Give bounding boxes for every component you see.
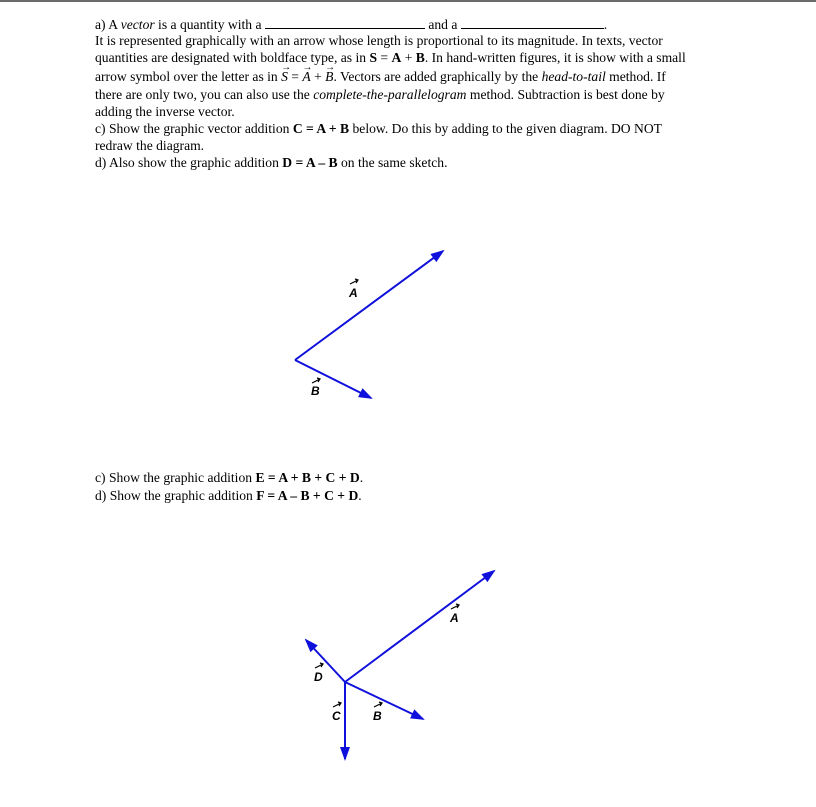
label-D2-text: D (314, 670, 323, 684)
bold-A: A (391, 50, 402, 65)
label-D2-arrow-icon (315, 663, 323, 668)
vec-A: → A (302, 68, 310, 85)
line4-pre: arrow symbol over the letter as in (95, 69, 282, 84)
text-a-prefix: a) A (95, 17, 121, 32)
line4-plus: + (310, 69, 326, 84)
line3-plus: + (401, 50, 416, 65)
c1-pre: c) Show the graphic vector addition (95, 121, 293, 136)
label-B-text: B (311, 384, 320, 398)
line4-eq: = (287, 69, 303, 84)
d1-post: on the same sketch. (337, 155, 448, 170)
text-head-to-tail: head-to-tail (541, 69, 606, 84)
question-text-line-2: It is represented graphically with an arrow whose length is proportional to its magnitude. In texts, vector (95, 33, 663, 48)
text-vector-italic: vector (120, 17, 155, 32)
text-parallelogram: complete-the-parallelogram (313, 87, 467, 102)
line3-post: . In hand-written figures, it is show with a small (424, 50, 686, 65)
label-B2-text: B (373, 709, 382, 723)
line4-mid: . Vectors are added graphically by the (333, 69, 542, 84)
d3-expression: F = A – B + C + D (256, 488, 359, 503)
label-A-text: A (349, 286, 358, 300)
label-B2-arrow-icon (374, 702, 382, 707)
line3-eq: = (377, 50, 392, 65)
c3-expression: E = A + B + C + D (255, 470, 360, 485)
question-text-line-6: adding the inverse vector. (95, 104, 235, 119)
label-A2-text: A (450, 611, 459, 625)
d3-pre: d) Show the graphic addition (95, 488, 257, 503)
text-period: . (603, 17, 608, 32)
d1-pre: d) Also show the graphic addition (95, 155, 283, 170)
label-B-diagram2 (373, 702, 382, 723)
label-D-diagram2 (314, 663, 323, 684)
line4-post: method. If (605, 69, 666, 84)
vec-B: → B (325, 68, 333, 85)
c1-expression: C = A + B (292, 121, 350, 136)
d3-post: . (358, 488, 362, 503)
label-C2-arrow-icon (333, 702, 341, 707)
vec-S: → S (281, 68, 288, 85)
vector-A2-arrow (345, 571, 494, 682)
label-A2-arrow-icon (451, 604, 459, 609)
line3-pre: quantities are designated with boldface type, as in (95, 50, 370, 65)
d1-expression: D = A – B (282, 155, 338, 170)
question-c-line-2: redraw the diagram. (95, 138, 205, 153)
vector-B2-arrow (345, 682, 423, 719)
bold-S: S (369, 50, 377, 65)
text-and: and a (428, 17, 458, 32)
vector-D2-arrow (306, 640, 345, 682)
c3-post: . (359, 470, 364, 485)
line5-post: method. Subtraction is best done by (466, 87, 665, 102)
c3-pre: c) Show the graphic addition (95, 470, 256, 485)
label-A-diagram2 (449, 604, 459, 625)
text-a-mid: is a quantity with a (154, 17, 262, 32)
label-C-diagram2 (332, 702, 341, 723)
bold-B: B (415, 50, 425, 65)
line5-pre: there are only two, you can also use the (95, 87, 314, 102)
label-C2-text: C (332, 709, 341, 723)
c1-post: below. Do this by adding to the given diagram. DO NOT (349, 121, 662, 136)
